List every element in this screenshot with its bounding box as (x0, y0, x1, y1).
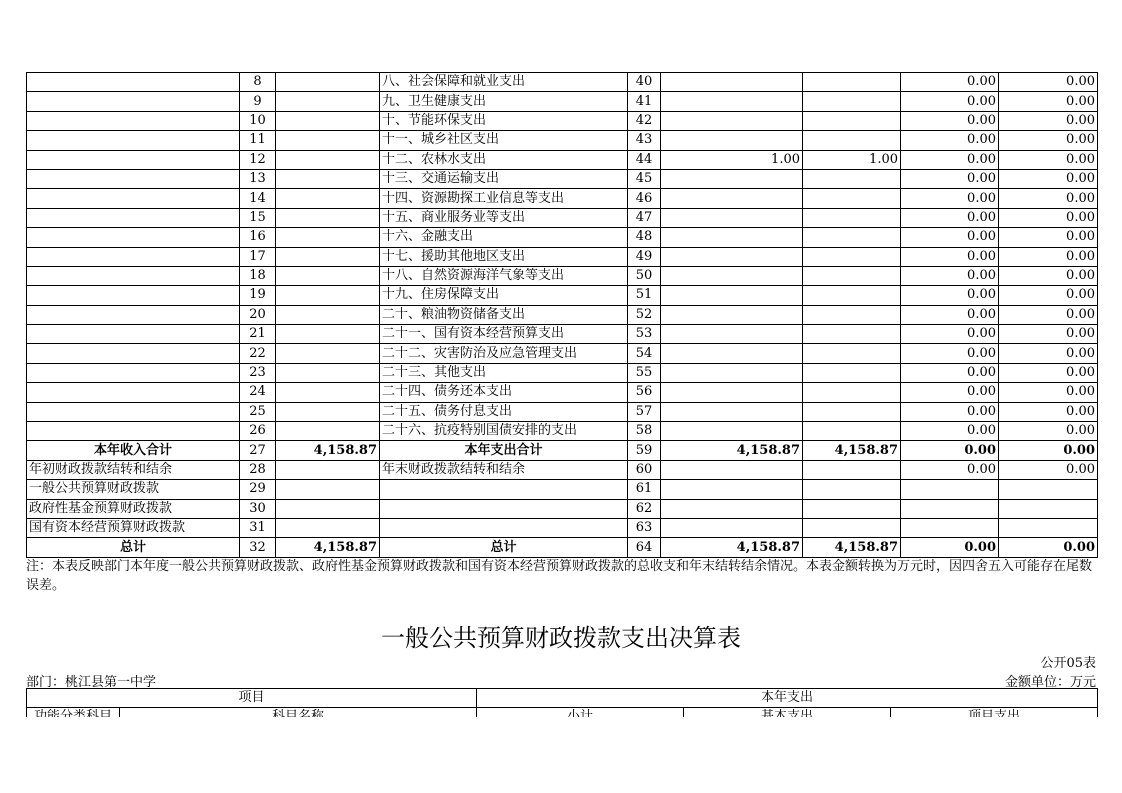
fiscal-summary-table (26, 72, 1098, 558)
expense-other-cell: 0.00 (999, 325, 1098, 344)
expense-line-cell: 56 (628, 383, 661, 402)
income-item-cell (27, 344, 240, 363)
income-line-cell: 18 (240, 266, 276, 285)
income-amount-cell (276, 325, 380, 344)
header-current-year: 本年支出 (477, 689, 1098, 708)
table-row (27, 344, 1098, 363)
expense-project-cell: 0.00 (901, 402, 999, 421)
expense-project-cell: 0.00 (901, 383, 999, 402)
income-item-cell (27, 402, 240, 421)
income-item-cell (27, 422, 240, 441)
expense-other-cell: 0.00 (999, 383, 1098, 402)
expense-line-cell: 58 (628, 422, 661, 441)
income-amount-cell (276, 266, 380, 285)
expense-total-cell (661, 422, 803, 441)
expense-total-cell (661, 169, 803, 188)
expense-basic-cell (803, 344, 901, 363)
income-item-cell (27, 169, 240, 188)
expense-line-cell: 60 (628, 460, 661, 479)
table-row (27, 480, 1098, 499)
expense-item-cell: 十六、金融支出 (380, 228, 628, 247)
income-line-cell: 25 (240, 402, 276, 421)
expense-basic-cell (803, 189, 901, 208)
income-line-cell: 29 (240, 480, 276, 499)
expense-line-cell: 55 (628, 363, 661, 382)
income-line-cell: 12 (240, 150, 276, 169)
expense-item-cell: 总计 (380, 538, 628, 557)
income-line-cell: 19 (240, 286, 276, 305)
expense-other-cell: 0.00 (999, 169, 1098, 188)
table-row (27, 266, 1098, 285)
expense-item-cell: 本年支出合计 (380, 441, 628, 460)
table-row (27, 325, 1098, 344)
expense-item-cell: 十七、援助其他地区支出 (380, 247, 628, 266)
expense-total-cell (661, 499, 803, 518)
expense-basic-cell (803, 247, 901, 266)
income-line-cell: 20 (240, 305, 276, 324)
income-line-cell: 9 (240, 92, 276, 111)
expense-other-cell: 0.00 (999, 150, 1098, 169)
expense-basic-cell: 4,158.87 (803, 538, 901, 557)
expense-line-cell: 59 (628, 441, 661, 460)
income-amount-cell (276, 499, 380, 518)
income-item-cell (27, 208, 240, 227)
income-amount-cell (276, 402, 380, 421)
income-line-cell: 21 (240, 325, 276, 344)
expense-line-cell: 51 (628, 286, 661, 305)
income-line-cell: 31 (240, 518, 276, 537)
expense-item-cell (380, 499, 628, 518)
expense-basic-cell (803, 499, 901, 518)
income-line-cell: 30 (240, 499, 276, 518)
header-project: 项目 (27, 689, 477, 708)
expense-other-cell (999, 480, 1098, 499)
expense-line-cell: 63 (628, 518, 661, 537)
income-item-cell (27, 247, 240, 266)
income-item-cell (27, 92, 240, 111)
expense-total-cell (661, 325, 803, 344)
form-number: 公开05表 (1040, 656, 1096, 671)
expense-item-cell: 二十五、债务付息支出 (380, 402, 628, 421)
expense-project-cell (901, 480, 999, 499)
expense-project-cell: 0.00 (901, 189, 999, 208)
expense-line-cell: 64 (628, 538, 661, 557)
income-item-cell (27, 150, 240, 169)
income-line-cell: 22 (240, 344, 276, 363)
expense-other-cell: 0.00 (999, 228, 1098, 247)
expense-basic-cell (803, 422, 901, 441)
income-amount-cell (276, 73, 380, 92)
expense-total-cell (661, 402, 803, 421)
expense-basic-cell (803, 228, 901, 247)
income-item-cell (27, 286, 240, 305)
expense-item-cell: 十二、农林水支出 (380, 150, 628, 169)
table-row (27, 189, 1098, 208)
expense-other-cell: 0.00 (999, 208, 1098, 227)
income-amount-cell (276, 460, 380, 479)
expense-basic-cell (803, 208, 901, 227)
expense-total-cell (661, 344, 803, 363)
expense-total-cell (661, 208, 803, 227)
income-amount-cell (276, 111, 380, 130)
income-line-cell: 11 (240, 131, 276, 150)
expense-total-cell (661, 247, 803, 266)
table-note: 注：本表反映部门本年度一般公共预算财政拨款、政府性基金预算财政拨款和国有资本经营预算财政拨款的总收支和年末结转结余情况。本表金额转换为万元时，因四舍五入可能存在尾数误差。 (26, 559, 1093, 593)
expense-other-cell: 0.00 (999, 189, 1098, 208)
expense-line-cell: 47 (628, 208, 661, 227)
expense-line-cell: 52 (628, 305, 661, 324)
expense-total-cell (661, 480, 803, 499)
expense-total-cell (661, 460, 803, 479)
expense-basic-cell (803, 73, 901, 92)
expense-item-cell: 二十一、国有资本经营预算支出 (380, 325, 628, 344)
income-amount-cell: 4,158.87 (276, 441, 380, 460)
expense-project-cell: 0.00 (901, 286, 999, 305)
expense-project-cell (901, 518, 999, 537)
expense-item-cell: 二十二、灾害防治及应急管理支出 (380, 344, 628, 363)
expense-other-cell: 0.00 (999, 363, 1098, 382)
expense-line-cell: 54 (628, 344, 661, 363)
income-item-cell (27, 131, 240, 150)
income-line-cell: 26 (240, 422, 276, 441)
expense-line-cell: 46 (628, 189, 661, 208)
expense-other-cell: 0.00 (999, 344, 1098, 363)
expense-other-cell: 0.00 (999, 422, 1098, 441)
expense-basic-cell: 1.00 (803, 150, 901, 169)
income-item-cell: 国有资本经营预算财政拨款 (27, 518, 240, 537)
income-amount-cell (276, 518, 380, 537)
expense-other-cell: 0.00 (999, 73, 1098, 92)
expense-line-cell: 41 (628, 92, 661, 111)
table-row (27, 73, 1098, 92)
table-row (27, 518, 1098, 537)
expense-other-cell: 0.00 (999, 538, 1098, 557)
expense-project-cell: 0.00 (901, 422, 999, 441)
expense-basic-cell (803, 383, 901, 402)
expense-line-cell: 50 (628, 266, 661, 285)
table-row (27, 499, 1098, 518)
expense-line-cell: 48 (628, 228, 661, 247)
table-row (27, 228, 1098, 247)
expense-basic-cell (803, 518, 901, 537)
expense-other-cell: 0.00 (999, 460, 1098, 479)
expense-total-cell (661, 383, 803, 402)
expense-project-cell: 0.00 (901, 460, 999, 479)
expense-basic-cell (803, 111, 901, 130)
income-item-cell (27, 383, 240, 402)
expense-project-cell: 0.00 (901, 92, 999, 111)
expense-other-cell: 0.00 (999, 286, 1098, 305)
expense-total-cell (661, 305, 803, 324)
expense-item-cell: 十九、住房保障支出 (380, 286, 628, 305)
table-row (27, 150, 1098, 169)
expense-item-cell: 二十三、其他支出 (380, 363, 628, 382)
expense-line-cell: 45 (628, 169, 661, 188)
table-row (27, 111, 1098, 130)
table-row (27, 247, 1098, 266)
income-item-cell (27, 266, 240, 285)
expense-basic-cell (803, 286, 901, 305)
expense-total-cell: 4,158.87 (661, 441, 803, 460)
expense-line-cell: 49 (628, 247, 661, 266)
income-item-cell: 总计 (27, 538, 240, 557)
expense-line-cell: 40 (628, 73, 661, 92)
income-amount-cell (276, 131, 380, 150)
table-row (27, 169, 1098, 188)
expense-other-cell: 0.00 (999, 402, 1098, 421)
expense-total-cell (661, 518, 803, 537)
income-line-cell: 16 (240, 228, 276, 247)
expense-line-cell: 43 (628, 131, 661, 150)
table-row (27, 402, 1098, 421)
income-item-cell: 一般公共预算财政拨款 (27, 480, 240, 499)
table-row (27, 92, 1098, 111)
income-item-cell (27, 325, 240, 344)
expense-total-cell (661, 286, 803, 305)
expense-line-cell: 44 (628, 150, 661, 169)
expense-line-cell: 61 (628, 480, 661, 499)
expense-project-cell: 0.00 (901, 363, 999, 382)
table-row (27, 286, 1098, 305)
income-amount-cell (276, 422, 380, 441)
income-line-cell: 14 (240, 189, 276, 208)
table-row (27, 208, 1098, 227)
expense-basic-cell (803, 480, 901, 499)
expense-item-cell: 年末财政拨款结转和结余 (380, 460, 628, 479)
expense-item-cell: 十、节能环保支出 (380, 111, 628, 130)
income-amount-cell (276, 208, 380, 227)
income-item-cell (27, 228, 240, 247)
expense-basic-cell (803, 131, 901, 150)
income-amount-cell (276, 305, 380, 324)
income-line-cell: 17 (240, 247, 276, 266)
income-line-cell: 28 (240, 460, 276, 479)
expense-item-cell: 十八、自然资源海洋气象等支出 (380, 266, 628, 285)
expense-line-cell: 53 (628, 325, 661, 344)
income-amount-cell (276, 169, 380, 188)
income-line-cell: 27 (240, 441, 276, 460)
expense-project-cell: 0.00 (901, 344, 999, 363)
income-item-cell (27, 111, 240, 130)
expense-total-cell (661, 73, 803, 92)
expense-item-cell: 八、社会保障和就业支出 (380, 73, 628, 92)
expense-line-cell: 42 (628, 111, 661, 130)
expense-other-cell (999, 499, 1098, 518)
expense-item-cell: 二十六、抗疫特别国债安排的支出 (380, 422, 628, 441)
expense-item-cell: 十四、资源勘探工业信息等支出 (380, 189, 628, 208)
unit-label: 金额单位：万元 (1004, 675, 1096, 690)
income-line-cell: 32 (240, 538, 276, 557)
income-amount-cell (276, 228, 380, 247)
expense-other-cell: 0.00 (999, 441, 1098, 460)
expense-basic-cell (803, 325, 901, 344)
income-item-cell: 年初财政拨款结转和结余 (27, 460, 240, 479)
table-row (27, 383, 1098, 402)
expense-basic-cell (803, 92, 901, 111)
expense-item-cell: 十一、城乡社区支出 (380, 131, 628, 150)
income-amount-cell (276, 150, 380, 169)
expense-project-cell: 0.00 (901, 208, 999, 227)
expense-project-cell (901, 499, 999, 518)
income-item-cell: 政府性基金预算财政拨款 (27, 499, 240, 518)
expense-item-cell: 九、卫生健康支出 (380, 92, 628, 111)
expense-project-cell: 0.00 (901, 441, 999, 460)
expense-basic-cell (803, 402, 901, 421)
expense-total-cell (661, 189, 803, 208)
expense-basic-cell (803, 169, 901, 188)
department-label: 部门：桃江县第一中学 (26, 675, 157, 690)
table-row (27, 305, 1098, 324)
table-row (27, 441, 1098, 460)
table-row (27, 131, 1098, 150)
expense-project-cell: 0.00 (901, 131, 999, 150)
table-row (27, 363, 1098, 382)
expense-total-cell: 4,158.87 (661, 538, 803, 557)
expense-project-cell: 0.00 (901, 266, 999, 285)
income-amount-cell: 4,158.87 (276, 538, 380, 557)
expense-other-cell: 0.00 (999, 247, 1098, 266)
income-item-cell (27, 189, 240, 208)
expense-item-cell: 二十、粮油物资储备支出 (380, 305, 628, 324)
income-line-cell: 24 (240, 383, 276, 402)
expense-total-cell (661, 92, 803, 111)
expense-other-cell: 0.00 (999, 305, 1098, 324)
income-item-cell (27, 363, 240, 382)
expense-item-cell (380, 518, 628, 537)
expense-other-cell (999, 518, 1098, 537)
expense-line-cell: 62 (628, 499, 661, 518)
income-item-cell: 本年收入合计 (27, 441, 240, 460)
expense-project-cell: 0.00 (901, 247, 999, 266)
expense-total-cell (661, 363, 803, 382)
income-item-cell (27, 73, 240, 92)
income-amount-cell (276, 189, 380, 208)
page-title: 一般公共预算财政拨款支出决算表 (381, 624, 741, 652)
expense-other-cell: 0.00 (999, 131, 1098, 150)
expense-project-cell: 0.00 (901, 111, 999, 130)
expense-basic-cell (803, 460, 901, 479)
expense-line-cell: 57 (628, 402, 661, 421)
income-line-cell: 10 (240, 111, 276, 130)
table-row (27, 460, 1098, 479)
expense-total-cell (661, 266, 803, 285)
expense-basic-cell (803, 305, 901, 324)
expense-basic-cell: 4,158.87 (803, 441, 901, 460)
expense-project-cell: 0.00 (901, 305, 999, 324)
expense-project-cell: 0.00 (901, 538, 999, 557)
expense-other-cell: 0.00 (999, 111, 1098, 130)
table-row (27, 422, 1098, 441)
expense-project-cell: 0.00 (901, 73, 999, 92)
expense-project-cell: 0.00 (901, 150, 999, 169)
income-amount-cell (276, 480, 380, 499)
income-amount-cell (276, 344, 380, 363)
income-line-cell: 8 (240, 73, 276, 92)
expense-total-cell (661, 111, 803, 130)
income-item-cell (27, 305, 240, 324)
income-amount-cell (276, 92, 380, 111)
expense-project-cell: 0.00 (901, 325, 999, 344)
expense-total-cell: 1.00 (661, 150, 803, 169)
expense-basic-cell (803, 363, 901, 382)
expense-other-cell: 0.00 (999, 266, 1098, 285)
income-line-cell: 23 (240, 363, 276, 382)
income-amount-cell (276, 286, 380, 305)
expense-project-cell: 0.00 (901, 169, 999, 188)
expense-item-cell: 十五、商业服务业等支出 (380, 208, 628, 227)
expense-total-cell (661, 228, 803, 247)
page-bottom-margin (0, 717, 1122, 793)
expense-other-cell: 0.00 (999, 92, 1098, 111)
income-amount-cell (276, 363, 380, 382)
expense-item-cell (380, 480, 628, 499)
expense-basic-cell (803, 266, 901, 285)
income-line-cell: 15 (240, 208, 276, 227)
table-row (27, 538, 1098, 557)
income-amount-cell (276, 383, 380, 402)
expense-item-cell: 十三、交通运输支出 (380, 169, 628, 188)
income-amount-cell (276, 247, 380, 266)
expense-total-cell (661, 131, 803, 150)
expense-project-cell: 0.00 (901, 228, 999, 247)
expense-item-cell: 二十四、债务还本支出 (380, 383, 628, 402)
income-line-cell: 13 (240, 169, 276, 188)
